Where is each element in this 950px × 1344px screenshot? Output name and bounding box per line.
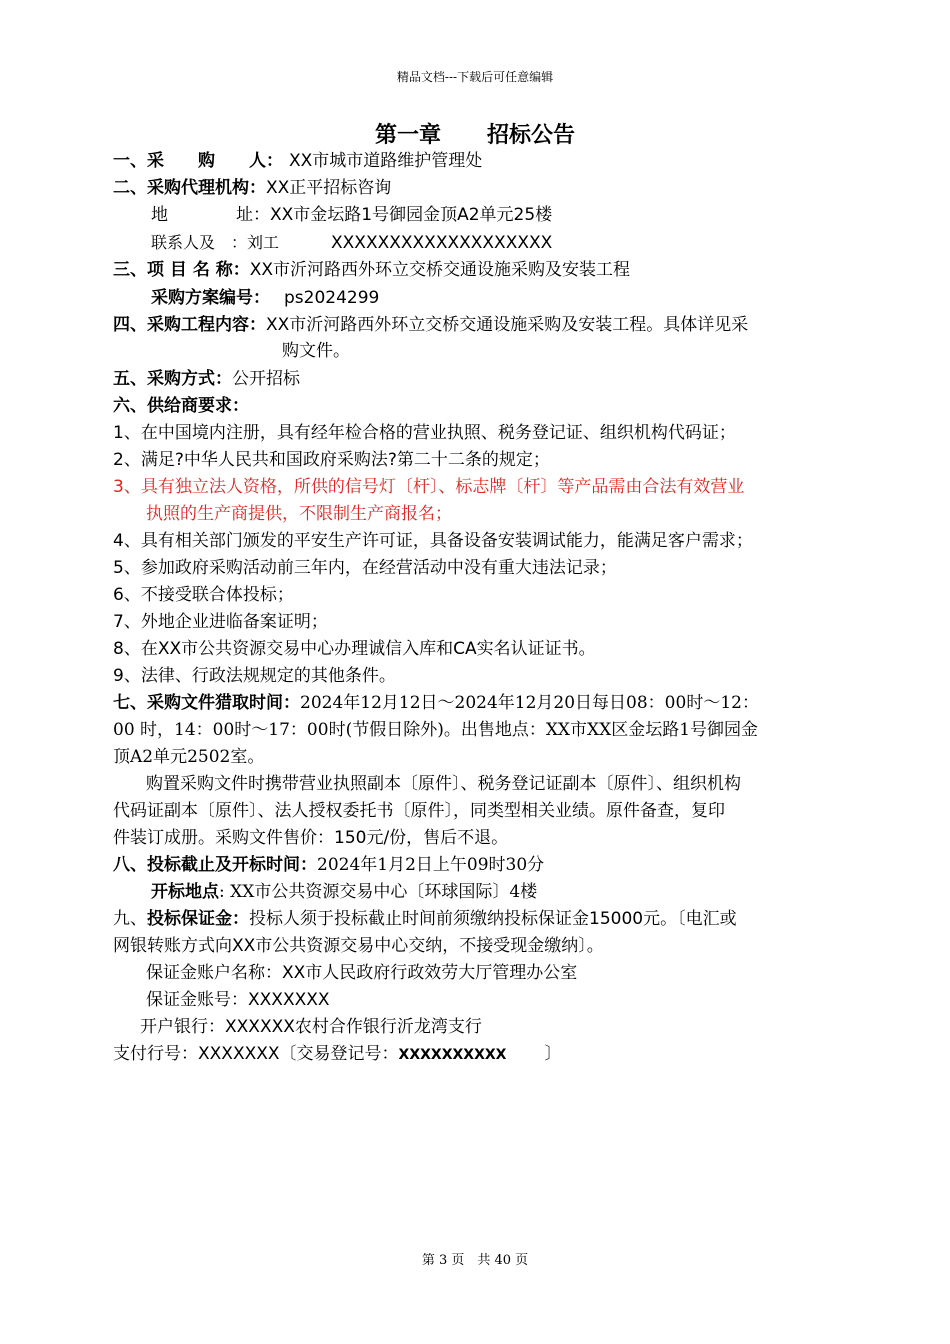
deposit-prefix: 九、: [113, 909, 147, 929]
doc-purchase-note-1: 购置采购文件时携带营业执照副本〔原件〕、税务登记证副本〔原件〕、组织机构: [146, 774, 741, 794]
doc-time-value-1: 2024年12月12日～2024年12月20日每日08：00时～12：: [300, 693, 759, 713]
content-line-2: [282, 338, 350, 364]
content-label: 四、采购工程内容：: [113, 315, 266, 335]
doc-purchase-note-2: 代码证副本〔原件〕、法人授权委托书〔原件〕，同类型相关业绩。原件备查，复印: [113, 801, 725, 821]
deadline-line: [113, 852, 544, 878]
supplier-req-item: 2、满足?中华人民共和国政府采购法?第二十二条的规定；: [113, 450, 550, 470]
contact-line: [151, 230, 552, 256]
supplier-req-item: 6、不接受联合体投标；: [113, 585, 294, 605]
deposit-account-no: 保证金账号：XXXXXXX: [146, 990, 330, 1010]
chapter-number: 第一章: [374, 123, 441, 148]
deadline-value: 2024年1月2日上午09时30分: [317, 855, 545, 875]
deposit-label: 投标保证金：: [147, 909, 249, 929]
deposit-value-2: 网银转账方式向XX市公共资源交易中心交纳，不接受现金缴纳〕。: [113, 936, 604, 956]
page-footer: 第 3 页 共 40 页: [421, 1253, 529, 1268]
payment-code: XXXXXXXXXX: [398, 1047, 507, 1063]
project-label: 三、项 目 名 称：: [113, 260, 250, 280]
project-value: XX市沂河路西外环立交桥交通设施采购及安装工程: [249, 260, 631, 280]
supplier-req-item: 4、具有相关部门颁发的平安生产许可证，具备设备安装调试能力，能满足客户需求；: [113, 531, 753, 551]
scheme-code-line: [151, 285, 379, 311]
supplier-req-item: 9、法律、行政法规规定的其他条件。: [113, 666, 396, 686]
deposit-line: [113, 906, 737, 932]
supplier-req-item: 8、在XX市公共资源交易中心办理诚信入库和CA实名认证证书。: [113, 639, 596, 659]
deadline-label: 八、投标截止及开标时间：: [113, 855, 317, 875]
payment-line: [113, 1041, 561, 1068]
address-line: [151, 202, 552, 228]
address-value: XX市金坛路1号御园金顶A2单元25楼: [270, 205, 553, 225]
chapter-title: [0, 118, 950, 149]
opening-place-line: [151, 879, 537, 905]
doc-purchase-note-3: 件装订成册。采购文件售价：150元/份，售后不退。: [113, 828, 509, 848]
payment-prefix: 支付行号：XXXXXXX〔交易登记号：: [113, 1044, 399, 1064]
chapter-name: 招标公告: [487, 123, 576, 148]
deposit-value-1: 投标人须于投标截止时间前须缴纳投标保证金15000元。〔电汇或: [249, 909, 737, 929]
content-value-1: XX市沂河路西外环立交桥交通设施采购及安装工程。具体详见采: [266, 315, 749, 335]
supplier-req-item-cont: 执照的生产商提供，不限制生产商报名；: [146, 504, 452, 524]
scheme-code-value: ps2024299: [284, 288, 380, 308]
doc-time-label: 七、采购文件猎取时间：: [113, 693, 300, 713]
scheme-code-label: 采购方案编号：: [151, 288, 270, 308]
deposit-bank: 开户银行：XXXXXX农村合作银行沂龙湾支行: [140, 1017, 482, 1037]
page-header: 精品文档---下载后可任意编辑: [396, 70, 554, 84]
content-line: [113, 312, 748, 338]
supplier-req-item: 1、在中国境内注册，具有经年检合格的营业执照、税务登记证、组织机构代码证；: [113, 423, 736, 443]
doc-time-value-3: 顶A2单元2502室。: [113, 747, 265, 767]
purchaser-label: 一、采 购 人：: [113, 151, 283, 171]
deposit-account-name: 保证金账户名称：XX市人民政府行政效劳大厅管理办公室: [146, 963, 578, 983]
supplier-req-item: 3、具有独立法人资格，所供的信号灯〔杆〕、标志牌〔杆〕等产品需由合法有效营业: [113, 477, 745, 497]
purchaser-line: [113, 148, 482, 174]
supplier-req-heading: 六、供给商要求：: [113, 396, 249, 416]
doc-time-value-2: 00 时，14：00时～17：00时(节假日除外)。出售地点：XX市XX区金坛路1号御园金: [113, 720, 759, 740]
method-label: 五、采购方式：: [113, 369, 232, 389]
project-line: [113, 257, 630, 283]
doc-time-line: [113, 690, 759, 716]
payment-suffix: 〕: [544, 1044, 562, 1064]
purchaser-value: XX市城市道路维护管理处: [289, 151, 483, 171]
method-line: [113, 366, 300, 392]
opening-place-value: : XX市公共资源交易中心〔环球国际〕4楼: [219, 882, 538, 902]
contact-label: 联系人及 ：刘工: [151, 233, 280, 252]
agency-line: [113, 175, 391, 201]
content-value-2: 购文件。: [282, 341, 350, 361]
agency-label: 二、采购代理机构：: [113, 178, 266, 198]
method-value: 公开招标: [232, 369, 300, 389]
supplier-req-item: 7、外地企业进临备案证明；: [113, 612, 328, 632]
address-label: 地 址：: [151, 205, 270, 225]
opening-place-label: 开标地点: [151, 882, 219, 902]
contact-value: XXXXXXXXXXXXXXXXXXX: [331, 233, 553, 253]
supplier-req-item: 5、参加政府采购活动前三年内，在经营活动中没有重大违法记录；: [113, 558, 617, 578]
agency-value: XX正平招标咨询: [266, 178, 392, 198]
